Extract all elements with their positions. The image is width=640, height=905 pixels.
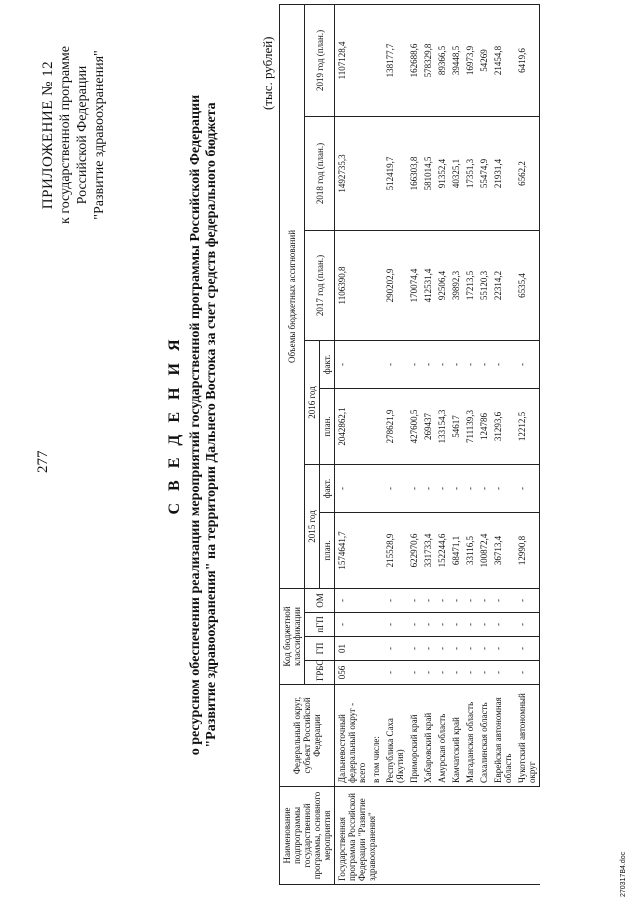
- value-cell-y2018: 21931,4: [491, 116, 515, 230]
- value-cell-grbs: -: [491, 661, 515, 685]
- value-cell-pgp: -: [449, 613, 463, 637]
- table-row: [477, 4, 491, 884]
- value-cell-pgp: [369, 613, 383, 637]
- title-line: "Развитие здравоохранения" на территории Дальнего Востока за счет средств федерального бюджета: [204, 102, 219, 748]
- value-cell-p2016: [369, 388, 383, 464]
- value-cell-y2017: 17213,5: [463, 230, 477, 340]
- table-row: [383, 4, 407, 884]
- appendix-line: Российской Федерации: [75, 65, 90, 205]
- header-pgp: пГП: [305, 613, 335, 637]
- value-cell-f2015: [369, 464, 383, 512]
- value-cell-p2015: 1574641,7: [335, 512, 370, 588]
- header-plan: план.: [320, 512, 335, 588]
- table-row: [435, 4, 449, 884]
- value-cell-f2016: -: [515, 340, 540, 388]
- value-cell-f2016: -: [477, 340, 491, 388]
- value-cell-pgp: -: [421, 613, 435, 637]
- value-cell-om: [369, 588, 383, 612]
- header-fact: факт.: [320, 464, 335, 512]
- value-cell-y2018: 6562,2: [515, 116, 540, 230]
- value-cell-p2016: 2042862,1: [335, 388, 370, 464]
- value-cell-f2015: -: [421, 464, 435, 512]
- table-row: [449, 4, 463, 884]
- value-cell-p2016: 31293,6: [491, 388, 515, 464]
- page-number: 277: [35, 450, 51, 473]
- table-row: [335, 4, 370, 884]
- value-cell-om: -: [407, 588, 421, 612]
- value-cell-y2017: 39892,3: [449, 230, 463, 340]
- value-cell-p2016: 269437: [421, 388, 435, 464]
- value-cell-pgp: -: [463, 613, 477, 637]
- value-cell-f2016: -: [435, 340, 449, 388]
- value-cell-gp: -: [407, 637, 421, 661]
- value-cell-pgp: -: [383, 613, 407, 637]
- value-cell-f2015: -: [477, 464, 491, 512]
- title-heading: С В Е Д Е Н И Я: [166, 335, 183, 515]
- value-cell-gp: -: [435, 637, 449, 661]
- value-cell-y2018: 17351,3: [463, 116, 477, 230]
- header-volume: Объемы бюджетных ассигнований: [280, 4, 305, 588]
- appendix-line: к государственной программе: [58, 46, 73, 224]
- region-cell: Дальневосточный федеральный округ - всего: [335, 685, 370, 787]
- header-region: Федеральный округ, субъект Российской Федерации: [280, 685, 335, 787]
- value-cell-y2019: 89366,5: [435, 4, 449, 116]
- value-cell-y2017: 412531,4: [421, 230, 435, 340]
- value-cell-y2018: 512419,7: [383, 116, 407, 230]
- value-cell-y2017: 22314,2: [491, 230, 515, 340]
- value-cell-om: -: [449, 588, 463, 612]
- table-row: [491, 4, 515, 884]
- value-cell-f2015: -: [463, 464, 477, 512]
- value-cell-grbs: -: [435, 661, 449, 685]
- value-cell-f2015: -: [515, 464, 540, 512]
- table-row: [369, 4, 383, 884]
- value-cell-grbs: -: [421, 661, 435, 685]
- region-cell: Республика Саха (Якутия): [383, 685, 407, 787]
- region-cell: в том числе:: [369, 685, 383, 787]
- program-name-cell: Государственная программа Российской Федерации "Развитие здравоохранения": [335, 787, 540, 885]
- value-cell-gp: [369, 637, 383, 661]
- value-cell-om: -: [515, 588, 540, 612]
- value-cell-pgp: -: [515, 613, 540, 637]
- value-cell-gp: -: [383, 637, 407, 661]
- value-cell-pgp: -: [335, 613, 370, 637]
- header-2016: 2016 год: [305, 340, 320, 464]
- value-cell-y2018: 166303,8: [407, 116, 421, 230]
- value-cell-f2016: -: [449, 340, 463, 388]
- value-cell-f2015: -: [491, 464, 515, 512]
- value-cell-f2015: -: [407, 464, 421, 512]
- value-cell-p2015: 215528,9: [383, 512, 407, 588]
- value-cell-y2019: 1107128,4: [335, 4, 370, 116]
- value-cell-om: -: [463, 588, 477, 612]
- budget-table: [279, 4, 540, 885]
- value-cell-y2018: 40325,1: [449, 116, 463, 230]
- value-cell-grbs: -: [407, 661, 421, 685]
- value-cell-p2015: 68471,1: [449, 512, 463, 588]
- value-cell-y2019: 54269: [477, 4, 491, 116]
- value-cell-om: -: [491, 588, 515, 612]
- value-cell-f2016: -: [383, 340, 407, 388]
- value-cell-y2017: 290202,9: [383, 230, 407, 340]
- value-cell-gp: -: [477, 637, 491, 661]
- value-cell-pgp: -: [477, 613, 491, 637]
- value-cell-p2015: 33116,5: [463, 512, 477, 588]
- table-body: [335, 4, 540, 884]
- value-cell-y2018: 91352,4: [435, 116, 449, 230]
- region-cell: Магаданская область: [463, 685, 477, 787]
- value-cell-f2015: -: [435, 464, 449, 512]
- value-cell-pgp: -: [407, 613, 421, 637]
- header-2018: 2018 год (план.): [305, 116, 335, 230]
- value-cell-p2015: 622970,6: [407, 512, 421, 588]
- value-cell-p2015: 152244,6: [435, 512, 449, 588]
- value-cell-grbs: -: [477, 661, 491, 685]
- value-cell-grbs: -: [449, 661, 463, 685]
- value-cell-p2016: 12212,5: [515, 388, 540, 464]
- table-row: [515, 4, 540, 884]
- value-cell-grbs: 056: [335, 661, 370, 685]
- value-cell-f2016: -: [407, 340, 421, 388]
- value-cell-y2019: 138177,7: [383, 4, 407, 116]
- value-cell-p2016: 711139,3: [463, 388, 477, 464]
- value-cell-f2016: -: [421, 340, 435, 388]
- value-cell-om: -: [435, 588, 449, 612]
- value-cell-f2015: -: [449, 464, 463, 512]
- value-cell-gp: 01: [335, 637, 370, 661]
- value-cell-f2016: -: [463, 340, 477, 388]
- table-row: [407, 4, 421, 884]
- value-cell-p2015: 100872,4: [477, 512, 491, 588]
- value-cell-y2017: 92506,4: [435, 230, 449, 340]
- value-cell-p2015: 36713,4: [491, 512, 515, 588]
- value-cell-y2019: 39448,5: [449, 4, 463, 116]
- header-grbs: ГРБС: [305, 661, 335, 685]
- value-cell-y2017: 1106390,8: [335, 230, 370, 340]
- value-cell-y2019: 6419,6: [515, 4, 540, 116]
- value-cell-gp: -: [421, 637, 435, 661]
- appendix-title: ПРИЛОЖЕНИЕ № 12: [40, 60, 56, 210]
- value-cell-p2015: 331733,4: [421, 512, 435, 588]
- value-cell-p2016: 278621,9: [383, 388, 407, 464]
- value-cell-f2015: -: [335, 464, 370, 512]
- header-code: Код бюджетной классификации: [280, 588, 305, 684]
- table-row: [463, 4, 477, 884]
- value-cell-y2018: 581014,5: [421, 116, 435, 230]
- title-line: о ресурсном обеспечении реализации мероприятий государственной программы Российской Федерации: [188, 94, 203, 756]
- value-cell-om: -: [335, 588, 370, 612]
- unit-label: (тыс. рублей): [260, 36, 275, 110]
- header-plan: план.: [320, 388, 335, 464]
- value-cell-grbs: -: [515, 661, 540, 685]
- header-gp: ГП: [305, 637, 335, 661]
- value-cell-gp: -: [515, 637, 540, 661]
- value-cell-grbs: -: [463, 661, 477, 685]
- value-cell-y2019: [369, 4, 383, 116]
- value-cell-om: -: [477, 588, 491, 612]
- region-cell: Хабаровский край: [421, 685, 435, 787]
- region-cell: Камчатский край: [449, 685, 463, 787]
- region-cell: Амурская область: [435, 685, 449, 787]
- value-cell-grbs: [369, 661, 383, 685]
- value-cell-y2019: 16973,9: [463, 4, 477, 116]
- value-cell-y2019: 578329,8: [421, 4, 435, 116]
- table-row: [421, 4, 435, 884]
- region-cell: Приморский край: [407, 685, 421, 787]
- header-2017: 2017 год (план.): [305, 230, 335, 340]
- appendix-line: "Развитие здравоохранения": [92, 50, 107, 220]
- value-cell-f2016: [369, 340, 383, 388]
- value-cell-f2016: -: [335, 340, 370, 388]
- value-cell-pgp: -: [491, 613, 515, 637]
- region-cell: Сахалинская область: [477, 685, 491, 787]
- value-cell-y2018: 55474,9: [477, 116, 491, 230]
- value-cell-p2016: 427600,5: [407, 388, 421, 464]
- region-cell: Еврейская автономная область: [491, 685, 515, 787]
- value-cell-y2019: 21454,8: [491, 4, 515, 116]
- header-om: ОМ: [305, 588, 335, 612]
- value-cell-pgp: -: [435, 613, 449, 637]
- value-cell-y2017: 6535,4: [515, 230, 540, 340]
- value-cell-gp: -: [491, 637, 515, 661]
- header-2019: 2019 год (план.): [305, 4, 335, 116]
- region-cell: Чукотский автономный округ: [515, 685, 540, 787]
- value-cell-y2019: 162688,6: [407, 4, 421, 116]
- value-cell-y2018: 1492735,3: [335, 116, 370, 230]
- value-cell-grbs: -: [383, 661, 407, 685]
- value-cell-om: -: [421, 588, 435, 612]
- value-cell-om: -: [383, 588, 407, 612]
- value-cell-p2015: [369, 512, 383, 588]
- value-cell-gp: -: [463, 637, 477, 661]
- value-cell-f2016: -: [491, 340, 515, 388]
- document-title: [166, 65, 220, 785]
- value-cell-p2016: 54617: [449, 388, 463, 464]
- header-fact: факт.: [320, 340, 335, 388]
- value-cell-y2018: [369, 116, 383, 230]
- value-cell-y2017: 55120,3: [477, 230, 491, 340]
- value-cell-p2015: 12990,8: [515, 512, 540, 588]
- value-cell-f2015: -: [383, 464, 407, 512]
- value-cell-p2016: 124786: [477, 388, 491, 464]
- value-cell-y2017: 170074,4: [407, 230, 421, 340]
- value-cell-y2017: [369, 230, 383, 340]
- header-name: Наименование подпрограммы государственной программы, основного мероприятия: [280, 787, 335, 885]
- value-cell-p2016: 133154,3: [435, 388, 449, 464]
- value-cell-gp: -: [449, 637, 463, 661]
- header-2015: 2015 год: [305, 464, 320, 588]
- footer-file-code: 270317B4.doc: [620, 851, 627, 897]
- appendix-block: [40, 5, 108, 265]
